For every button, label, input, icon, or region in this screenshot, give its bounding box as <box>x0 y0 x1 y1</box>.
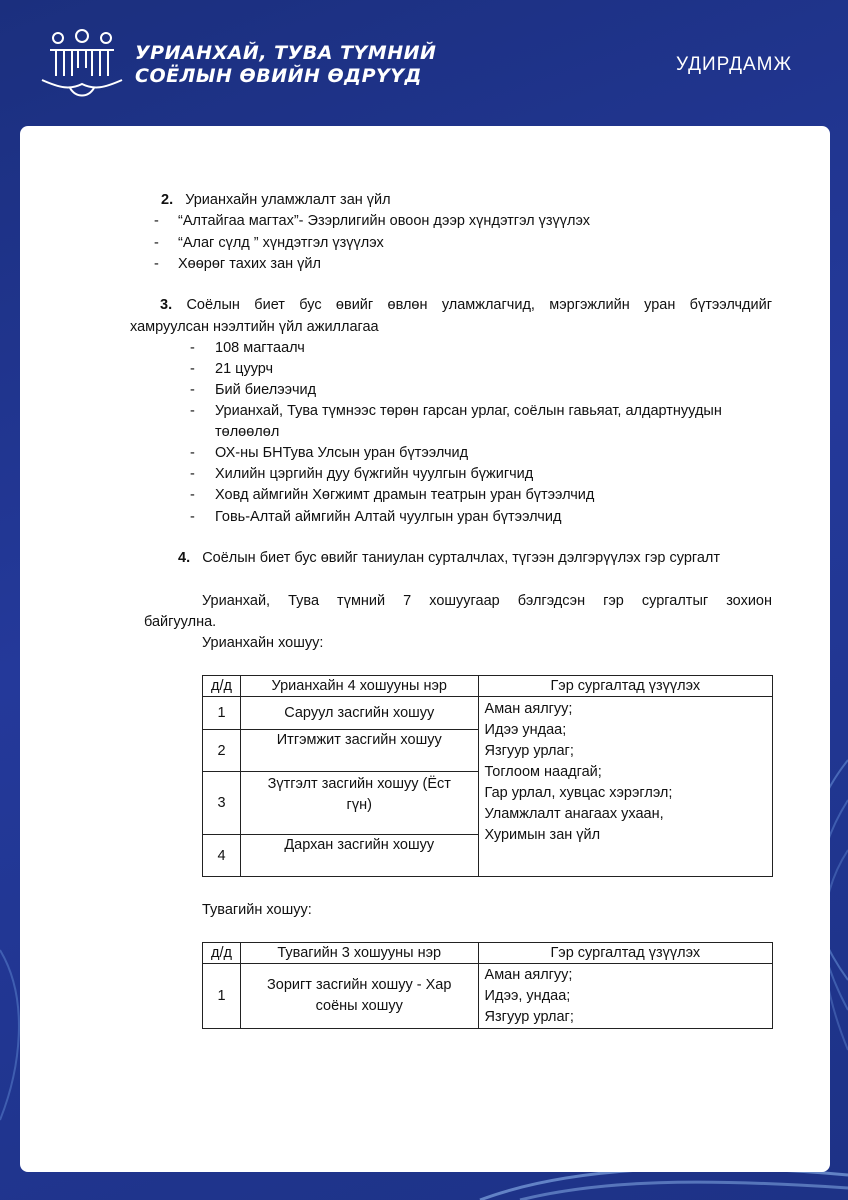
logo-icon <box>40 28 124 98</box>
list-bullet-dash: - <box>190 445 195 461</box>
list-bullet-dash: - <box>190 382 195 398</box>
table-row <box>203 697 773 730</box>
table-header-row <box>203 676 773 697</box>
list-bullet-dash: - <box>190 403 195 419</box>
khoshuu-name-line: Зоригт засгийн хошуу - Хар <box>267 977 452 993</box>
paragraph-line-2: байгуулна. <box>144 614 217 630</box>
section-title: Соёлын биет бус өвийг өвлөн уламжлагчид, мэргэжлийн уран бүтээлчдийг <box>186 297 772 313</box>
document-content <box>20 126 830 1172</box>
list-bullet-dash: - <box>190 509 195 525</box>
list-item: Хөөрөг тахих зан үйл <box>178 256 321 272</box>
logo-line-1: УРИАНХАЙ, ТУВА ТҮМНИЙ <box>135 42 437 64</box>
list-bullet-dash: - <box>190 466 195 482</box>
logo-line-2: СОЁЛЫН ӨВИЙН ӨДРҮҮД <box>135 65 422 87</box>
list-item: 108 магтаалч <box>215 340 305 356</box>
table-row <box>203 964 773 1029</box>
section-title: Соёлын биет бус өвийг таниулан сурталчлах, түгээн дэлгэрүүлэх гэр сургалт <box>202 550 721 566</box>
row-number: 4 <box>203 835 241 877</box>
page-header <box>0 0 848 125</box>
tuva-heading: Тувагийн хошуу: <box>202 902 312 918</box>
list-bullet-dash: - <box>190 340 195 356</box>
paragraph-line-1: Урианхай, Тува түмний 7 хошуугаар бэлгэдсэн гэр сургалтыг зохион <box>202 593 772 609</box>
section-title: Урианхайн уламжлалт зан үйл <box>185 192 391 208</box>
header-cell: д/д <box>203 943 241 964</box>
list-bullet-dash: - <box>154 235 159 251</box>
list-item: Бий биелээчид <box>215 382 317 398</box>
topic-item: Идээ ундаа; <box>484 722 567 738</box>
topic-item: Язгуур урлаг; <box>484 743 574 759</box>
topic-item: Хуримын зан үйл <box>484 827 601 843</box>
section-number: 3. <box>160 297 173 313</box>
uriankhai-heading: Урианхайн хошуу: <box>202 635 324 651</box>
khoshuu-name <box>240 964 478 1029</box>
section-4-heading <box>178 550 720 566</box>
topic-item: Аман аялгуу; <box>484 701 573 717</box>
row-number: 3 <box>203 772 241 835</box>
list-bullet-dash: - <box>154 213 159 229</box>
khoshuu-name-line: Зүтгэлт засгийн хошуу (Ёст <box>267 776 451 792</box>
khoshuu-name-line: гүн) <box>346 797 372 813</box>
section-number: 2. <box>161 192 174 208</box>
topic-item: Идээ, ундаа; <box>484 988 571 1004</box>
row-number: 1 <box>203 964 241 1029</box>
row-number: 2 <box>203 730 241 772</box>
list-item: Ховд аймгийн Хөгжимт драмын театрын уран бүтээлчид <box>215 487 595 503</box>
section-title-continuation: хамруулсан нээлтийн үйл ажиллагаа <box>130 319 379 335</box>
document-type-label: УДИРДАМЖ <box>675 54 792 75</box>
section-3-heading <box>160 297 772 313</box>
header-cell: Тувагийн 3 хошууны нэр <box>240 943 478 964</box>
row-number: 1 <box>203 697 241 730</box>
list-item: “Алтайгаа магтах”- Эзэрлигийн овоон дээр хүндэтгэл үзүүлэх <box>178 213 590 229</box>
khoshuu-name-line: соёны хошуу <box>315 998 403 1014</box>
list-item: 21 цуурч <box>215 361 274 377</box>
topic-item: Язгуур урлаг; <box>484 1009 574 1025</box>
khoshuu-name: Итгэмжит засгийн хошуу <box>240 730 478 772</box>
header-cell: Гэр сургалтад үзүүлэх <box>478 943 772 964</box>
topic-item: Уламжлалт анагаах ухаан, <box>484 806 664 822</box>
list-bullet-dash: - <box>190 361 195 377</box>
section-number: 4. <box>178 550 191 566</box>
list-item: Урианхай, Тува түмнээс төрөн гарсан урлаг, соёлын гавьяат, алдартнуудын <box>215 403 722 419</box>
list-item: Говь-Алтай аймгийн Алтай чуулгын уран бүтээлчид <box>215 509 562 525</box>
logo-wordmark <box>135 42 436 88</box>
training-topics-cell <box>478 964 772 1029</box>
list-item: ОХ-ны БНТува Улсын уран бүтээлчид <box>215 445 469 461</box>
header-cell: Гэр сургалтад үзүүлэх <box>478 676 772 697</box>
list-bullet-dash: - <box>154 256 159 272</box>
header-cell: д/д <box>203 676 241 697</box>
topic-item: Аман аялгуу; <box>484 967 573 983</box>
header-cell: Урианхайн 4 хошууны нэр <box>240 676 478 697</box>
table-header-row <box>203 943 773 964</box>
list-item: “Алаг сүлд ” хүндэтгэл үзүүлэх <box>178 235 384 251</box>
topic-item: Тоглоом наадгай; <box>484 764 602 780</box>
khoshuu-name: Саруул засгийн хошуу <box>240 697 478 730</box>
tuva-table <box>202 942 773 1029</box>
training-topics-cell <box>478 697 772 877</box>
document-page <box>20 126 830 1172</box>
khoshuu-name <box>240 772 478 835</box>
list-bullet-dash: - <box>190 487 195 503</box>
list-item: Хилийн цэргийн дуу бүжгийн чуулгын бүжигчид <box>215 466 534 482</box>
section-2-heading <box>161 192 391 208</box>
uriankhai-table <box>202 675 773 877</box>
topic-item: Гар урлал, хувцас хэрэглэл; <box>484 785 673 801</box>
khoshuu-name: Дархан засгийн хошуу <box>240 835 478 877</box>
list-item-continuation: төлөөлөл <box>215 424 280 440</box>
